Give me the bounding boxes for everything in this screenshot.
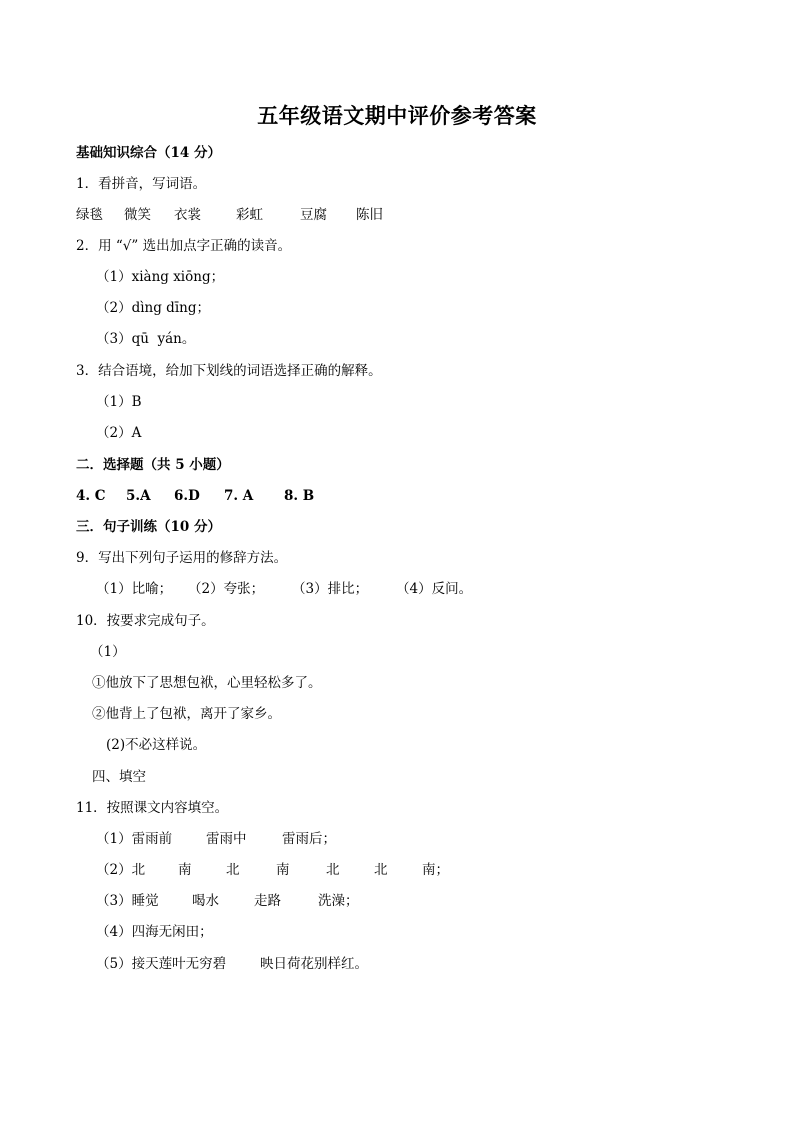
section-heading-choice: 二．选择题（共 5 小题） — [76, 457, 230, 473]
question-10-line: ②他背上了包袱，离开了家乡。 — [92, 706, 281, 722]
question-10-stem: 10．按要求完成句子。 — [76, 613, 215, 629]
section-heading-fill: 四、填空 — [92, 769, 146, 785]
rhetoric-answer: （2）夸张； — [188, 581, 265, 597]
page-title: 五年级语文期中评价参考答案 — [257, 103, 537, 128]
question-10-part2: (2)不必这样说。 — [106, 737, 207, 753]
answer-word: 绿毯 — [76, 207, 103, 223]
question-11-stem: 11．按照课文内容填空。 — [76, 800, 229, 816]
question-3-stem: 3．结合语境，给加下划线的词语选择正确的解释。 — [76, 363, 382, 379]
question-9-stem: 9．写出下列句子运用的修辞方法。 — [76, 550, 288, 566]
choice-answer: 4. C — [76, 488, 106, 504]
answer-word: 微笑 — [124, 207, 151, 223]
fill-answer: 北 — [374, 862, 388, 878]
fill-answer: 南 — [178, 862, 192, 878]
fill-answer: （3）睡觉 — [96, 893, 159, 909]
fill-answer: 映日荷花别样红。 — [260, 956, 368, 972]
question-2-item: （1）xiàng xiōng； — [96, 269, 225, 285]
question-10-line: ①他放下了思想包袱，心里轻松多了。 — [92, 675, 322, 691]
answer-word: 彩虹 — [236, 207, 263, 223]
question-3-item: （1）B — [96, 394, 142, 410]
question-10-part1-label: （1） — [90, 644, 126, 660]
fill-answer: （2）北 — [96, 862, 146, 878]
fill-answer: 南 — [276, 862, 290, 878]
fill-answer: 喝水 — [192, 893, 219, 909]
fill-answer: （1）雷雨前 — [96, 831, 173, 847]
fill-answer: 北 — [226, 862, 240, 878]
rhetoric-answer: （3）排比； — [292, 581, 369, 597]
question-2-item: （2）dìng dīng； — [96, 300, 210, 316]
fill-answer: 洗澡； — [318, 893, 359, 909]
question-2-item: （3）qū yán。 — [96, 331, 196, 347]
answer-word: 衣裳 — [174, 207, 201, 223]
fill-answer: 北 — [326, 862, 340, 878]
choice-answer: 6.D — [174, 488, 200, 504]
answer-word: 陈旧 — [356, 207, 383, 223]
fill-answer: 雷雨中 — [206, 831, 247, 847]
question-2-stem: 2．用 “√” 选出加点字正确的读音。 — [76, 238, 292, 254]
fill-answer: （5）接天莲叶无穷碧 — [96, 956, 227, 972]
rhetoric-answer: （4）反问。 — [396, 581, 473, 597]
section-heading-sentence: 三．句子训练（10 分） — [76, 519, 221, 535]
section-heading-basic: 基础知识综合（14 分） — [76, 145, 221, 161]
fill-answer: 南； — [422, 862, 449, 878]
fill-answer: 走路 — [254, 893, 281, 909]
choice-answer: 7. A — [224, 488, 254, 504]
choice-answer: 5.A — [126, 488, 151, 504]
question-3-item: （2）A — [96, 425, 142, 441]
fill-answer: 雷雨后； — [282, 831, 336, 847]
answer-word: 豆腐 — [300, 207, 327, 223]
question-11-row-4: （4）四海无闲田； — [96, 924, 213, 940]
question-1-stem: 1．看拼音，写词语。 — [76, 176, 207, 192]
choice-answer: 8. B — [284, 488, 315, 504]
rhetoric-answer: （1）比喻； — [96, 581, 173, 597]
